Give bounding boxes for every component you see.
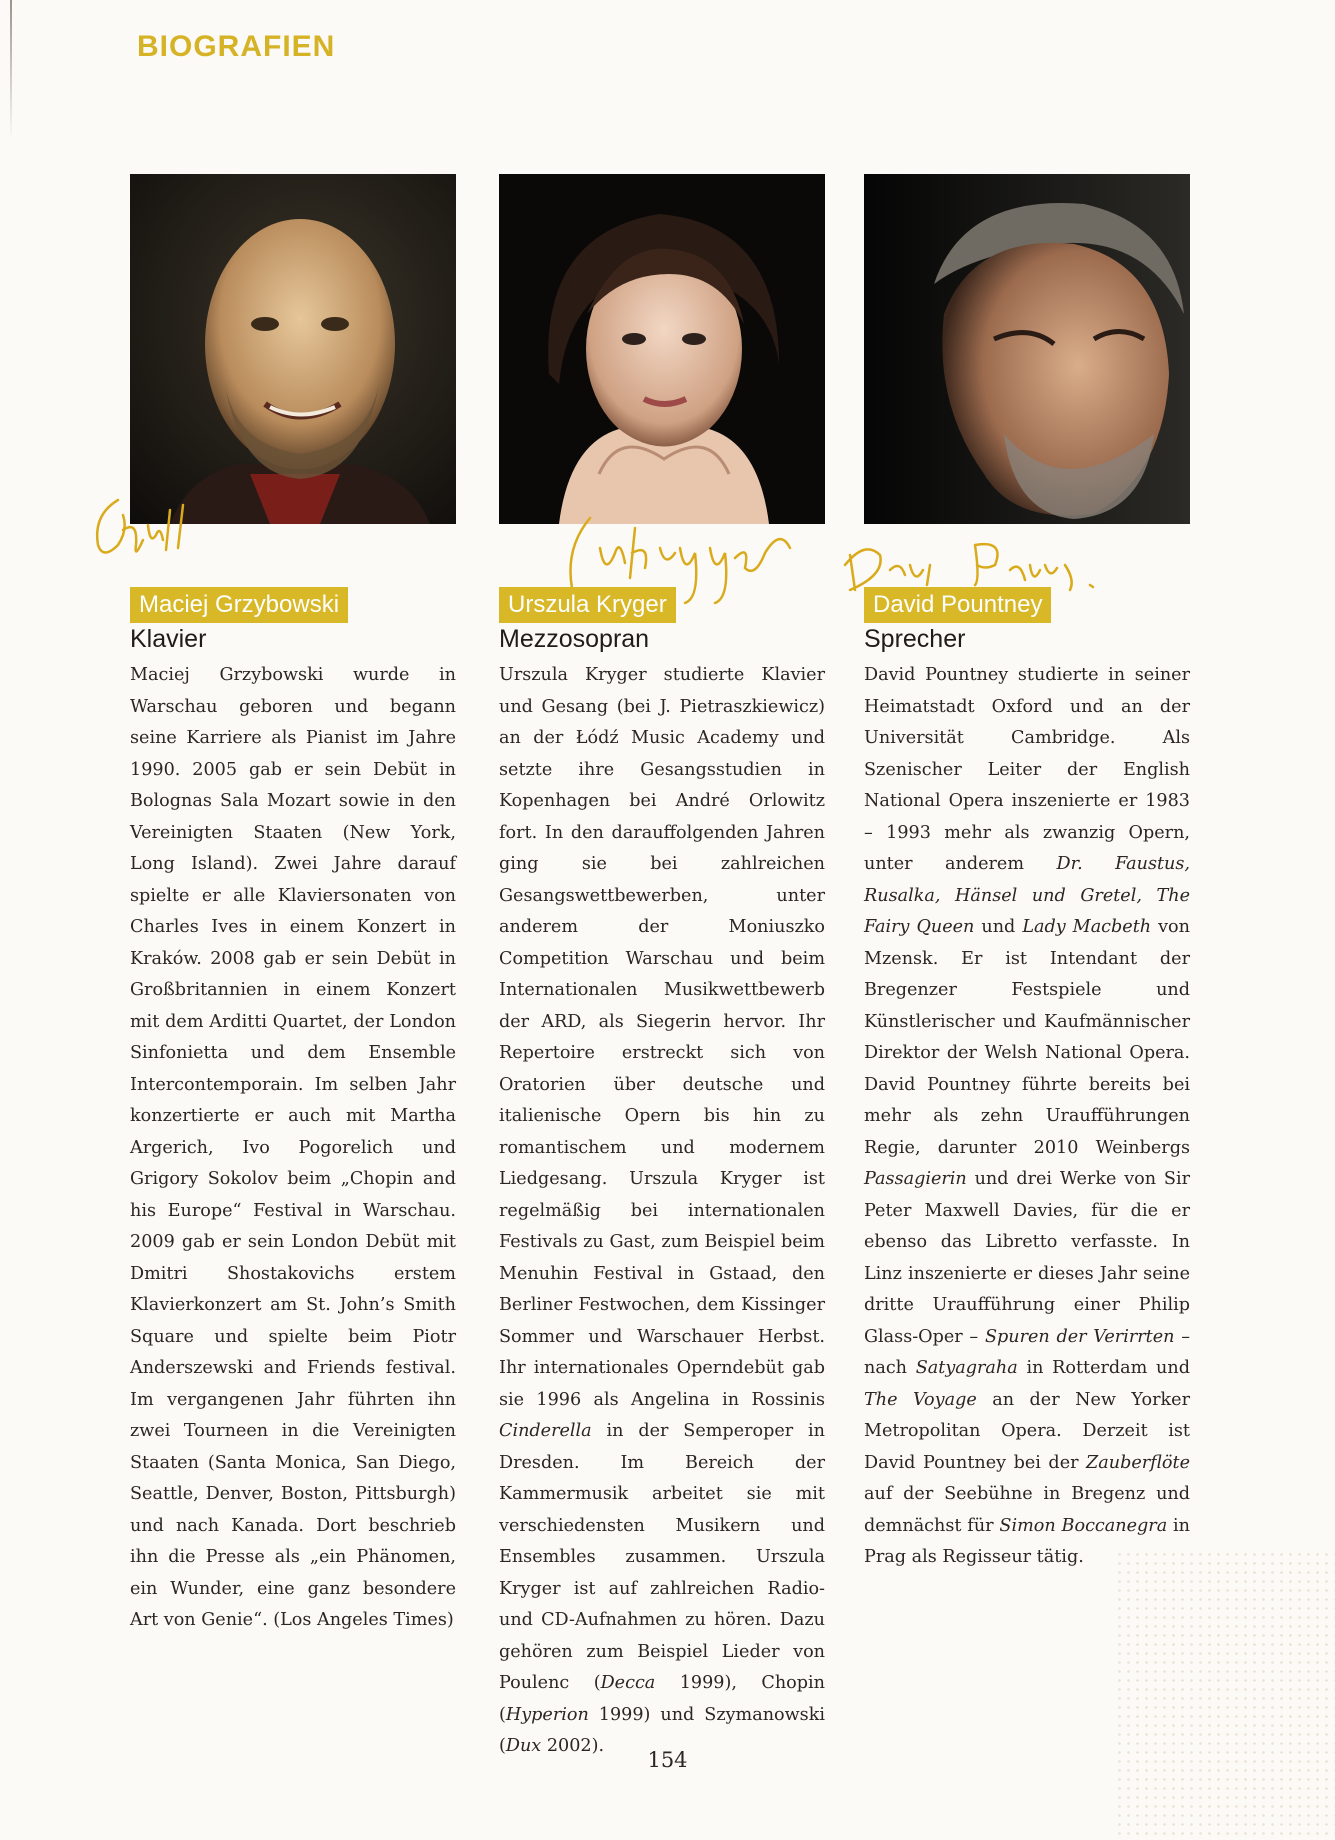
bio-text: in der Semperoper in Dresden. Im Bereich der Kammermusik arbeitet sie mit verschiedensten Musikern und Ensembles zusammen. Urszula Kryger ist auf zahlreichen Radio- und CD-Aufnahmen zu hören. Dazu gehören zum Beispiel Lieder von Poulenc ( (499, 1421, 825, 1693)
artist-role: Klavier (130, 625, 207, 653)
bio-text: – nach (864, 1326, 1191, 1378)
bio-text: auf der Seebühne in Bregenz und demnächst für (864, 1484, 1190, 1536)
bio-italic-text: The Voyage (864, 1389, 977, 1410)
bio-text: 1999) und Szymanowski ( (499, 1704, 825, 1756)
artist-name-tag: David Pountney (864, 587, 1051, 623)
bio-text: von Mzensk. Er ist Intendant der Bregenzer Festspiele und Künstlerischer und Kaufmännischer Direktor der Welsh National Opera. David Pountney führte bereits bei mehr als zehn Uraufführungen Regie, darunter 2010 Weinbergs (864, 917, 1190, 1158)
bio-text: in Rotterdam und (1017, 1358, 1190, 1378)
bio-text: an der New Yorker Metropolitan Opera. Derzeit ist David Pountney bei der (864, 1389, 1190, 1473)
bio-italic-text: Decca (600, 1673, 656, 1693)
bio-italic-text: Zauberflöte (1086, 1452, 1190, 1473)
artist-bio (499, 660, 825, 1763)
bio-italic-text: Simon Boccanegra (999, 1515, 1168, 1536)
bio-italic-text: Satyagraha (915, 1358, 1018, 1378)
bio-italic-text: Dr. Faustus, Rusalka, Hänsel und Gretel, The Fairy Queen (864, 854, 1191, 937)
artist-bio (864, 660, 1190, 1574)
bio-italic-text: Dux (505, 1736, 542, 1756)
portrait-photo-grzybowski (130, 174, 456, 524)
decorative-dot-pattern (1115, 1550, 1335, 1840)
portrait-photo-pountney (864, 174, 1190, 524)
bio-text: 2002). (541, 1736, 605, 1756)
artist-role: Sprecher (864, 625, 966, 653)
scan-edge-mark (10, 0, 12, 140)
bio-italic-text: Spuren der Verirrten (984, 1326, 1175, 1347)
artist-name-tag: Maciej Grzybowski (130, 587, 348, 623)
artist-name-tag: Urszula Kryger (499, 587, 676, 623)
bio-italic-text: Hyperion (505, 1704, 589, 1725)
bio-italic-text: Passagierin (864, 1169, 967, 1189)
bio-text: Urszula Kryger studierte Klavier und Gesang (bei J. Pietraszkiewicz) an der Łódź Music Academy und setzte ihre Gesangsstudien in Kopenhagen bei André Orlowitz fort. In den darauffolgenden Jahren ging sie bei zahlreichen Gesangswettbewerben, unter anderem der Moniuszko Competition Warschau und beim Internationalen Musikwettbewerb der ARD, als Siegerin hervor. Ihr Repertoire erstreckt sich von Oratorien über deutsche und italienische Opern bis hin zu romantischem und modernem Liedgesang. Urszula Kryger ist regelmäßig bei internationalen Festivals zu Gast, zum Beispiel beim Menuhin Festival in Gstaad, den Berliner Festwochen, dem Kissinger Sommer und Warschauer Herbst. Ihr internationales Operndebüt gab sie 1996 als Angelina in Rossinis (499, 665, 825, 1410)
bio-text: David Pountney studierte in seiner Heimatstadt Oxford und an der Universität Cambridge. Als Szenischer Leiter der English National Opera inszenierte er 1983 – 1993 mehr als zwanzig Opern, unter anderem (864, 665, 1190, 874)
bio-italic-text: Lady Macbeth (1022, 917, 1152, 937)
bio-text: in Prag als Regisseur tätig. (864, 1515, 1190, 1567)
bio-text: und drei Werke von Sir Peter Maxwell Davies, für die er ebenso das Libretto verfasste. In Linz inszenierte er dieses Jahr seine dritte Uraufführung einer Philip Glass-Oper – (864, 1169, 1190, 1347)
bio-italic-text: Cinderella (499, 1421, 592, 1441)
section-title: BIOGRAFIEN (137, 30, 336, 63)
bio-text: 1999), Chopin ( (499, 1673, 825, 1725)
bio-text: und (974, 917, 1023, 937)
artist-bio: Maciej Grzybowski wurde in Warschau geboren und begann seine Karriere als Pianist im Jahre 1990. 2005 gab er sein Debüt in Bolognas Sala Mozart sowie in den Vereinigten Staaten (New York, Long Island). Zwei Jahre darauf spielte er alle Klaviersonaten von Charles Ives in einem Konzert in Kraków. 2008 gab er sein Debüt in Großbritannien in einem Konzert mit dem Arditti Quartet, der London Sinfonietta und dem Ensemble Intercontemporain. Im selben Jahr konzertierte er auch mit Martha Argerich, Ivo Pogorelich und Grigory Sokolov beim „Chopin and his Europe“ Festival in Warschau. 2009 gab er sein London Debüt mit Dmitri Shostakovichs erstem Klavierkonzert am St. John’s Smith Square und spielte beim Piotr Anderszewski and Friends festival. Im vergangenen Jahr führten ihn zwei Tourneen in die Vereinigten Staaten (Santa Monica, San Diego, Seattle, Denver, Boston, Pittsburgh) und nach Kanada. Dort beschrieb ihn die Presse als „ein Phänomen, ein Wunder, eine ganz besondere Art von Genie“. (Los Angeles Times) (130, 665, 456, 1630)
artist-role: Mezzosopran (499, 625, 650, 653)
page-number: 154 (647, 1748, 688, 1772)
portrait-photo-kryger (499, 174, 825, 524)
signature-grzybowski (88, 490, 218, 570)
